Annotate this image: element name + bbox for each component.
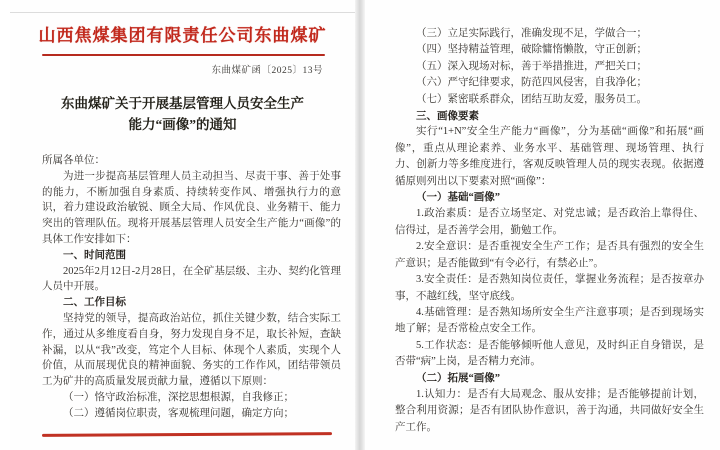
time-range-paragraph: 2025年2月12日-2月28日，在全矿基层级、主办、契约化管理人员中开展。 <box>42 265 341 293</box>
page-gap-divider <box>355 0 365 450</box>
extended-item-cognition: 1.认知力：是否有大局观念、服从安排；是否能够提前计划，整合利用资源；是否有团队协作意识，善于沟通，共同做好安全生产工作。 <box>395 388 704 433</box>
principle-item-5: （五）深入现场对标，善于举措推进，严把关口； <box>416 60 647 72</box>
portrait-elements-intro: 实行“1+N”安全生产能力“画像”，分为基础“画像”和拓展“画像”，重点从理论素养、业务水平、基础管理、现场管理、执行力、创新力等多维度进行，客观反映管理人员的现实表现。依据遵循原则列出以下要素对照“画像”： <box>395 126 704 187</box>
doc-number: 东曲煤矿函〔2025〕13号 <box>211 66 323 76</box>
principle-item-2: （二）遵循岗位职责，客观梳理问题，确定方向； <box>63 407 294 419</box>
principle-item-1: （一）恪守政治标准，深挖思想根源，自我修正； <box>63 391 294 403</box>
basic-item-safety-awareness: 2.安全意识：是否重视安全生产工作；是否具有强烈的安全生产意识；是否能做到“有令必行，有禁必止”。 <box>395 241 704 269</box>
header-red-line <box>42 54 325 56</box>
right-page-body <box>365 0 720 436</box>
principle-item-4: （四）坚持精益管理，破除慵惰懒散，守正创新； <box>416 44 647 56</box>
subheading-extended-portrait: （二）拓展“画像” <box>416 372 500 384</box>
org-title: 山西焦煤集团有限责任公司东曲煤矿 <box>38 26 327 45</box>
document-page-right <box>365 0 720 450</box>
salutation: 所属各单位： <box>42 155 105 166</box>
basic-item-basic-management: 4.基础管理：是否熟知场所安全生产注意事项；是否到现场实地了解；是否常检点安全工作。 <box>395 306 704 335</box>
intro-paragraph: 为进一步提高基层管理人员主动担当、尽责干事、善于处事的能力，不断加强自身素质、持续转变作风、增强执行力的意识，着力建设政治敏锐、顾全大局、作风优良、业务精干、能力突出的管理队伍。现将开展基层管理人员安全生产能力“画像”的具体工作安排如下： <box>42 170 341 245</box>
section-heading-time-range: 一、时间范围 <box>63 248 126 261</box>
basic-item-safety-responsibility: 3.安全责任：是否熟知岗位责任，掌握业务流程；是否按章办事，不越红线，坚守底线。 <box>395 274 704 302</box>
footer-red-line <box>42 432 332 436</box>
page-top-edge-line <box>10 12 355 13</box>
work-goals-paragraph: 坚持党的领导，提高政治站位，抓住关键少数，结合实际工作，通过从多维度看自身，努力发现自身不足，取长补短，查缺补漏，以从“我”改变，笃定个人目标、体现个人素质，实现个人价值，从而展现优良的精神面貌、务实的工作作风，团结带领员工为矿井的高质量发展贡献力量，遵循以下原则： <box>42 312 341 388</box>
principle-item-7: （七）紧密联系群众，团结互助友爱，服务员工。 <box>416 93 647 105</box>
section-heading-work-goals: 二、工作目标 <box>63 296 126 309</box>
doc-title: 东曲煤矿关于开展基层管理人员安全生产能力“画像”的通知 <box>61 96 304 132</box>
document-page-left <box>10 0 355 450</box>
principle-item-3: （三）立足实际践行，准确发现不足，学做合一； <box>416 28 647 39</box>
subheading-basic-portrait: （一）基础“画像” <box>416 192 500 204</box>
left-page-body <box>10 153 355 422</box>
basic-item-political-quality: 1.政治素质：是否立场坚定、对党忠诚；是否政治上靠得住、信得过，是否善学会用，勤勉工作。 <box>395 208 704 236</box>
basic-item-work-state: 5.工作状态：是否能够倾听他人意见，及时纠正自身错误，是否带“病”上岗，是否精力充沛。 <box>395 339 704 368</box>
principle-item-6: （六）严守纪律要求，防范四风侵害，自我净化； <box>416 77 647 89</box>
section-heading-portrait-elements: 三、画像要素 <box>416 110 479 123</box>
